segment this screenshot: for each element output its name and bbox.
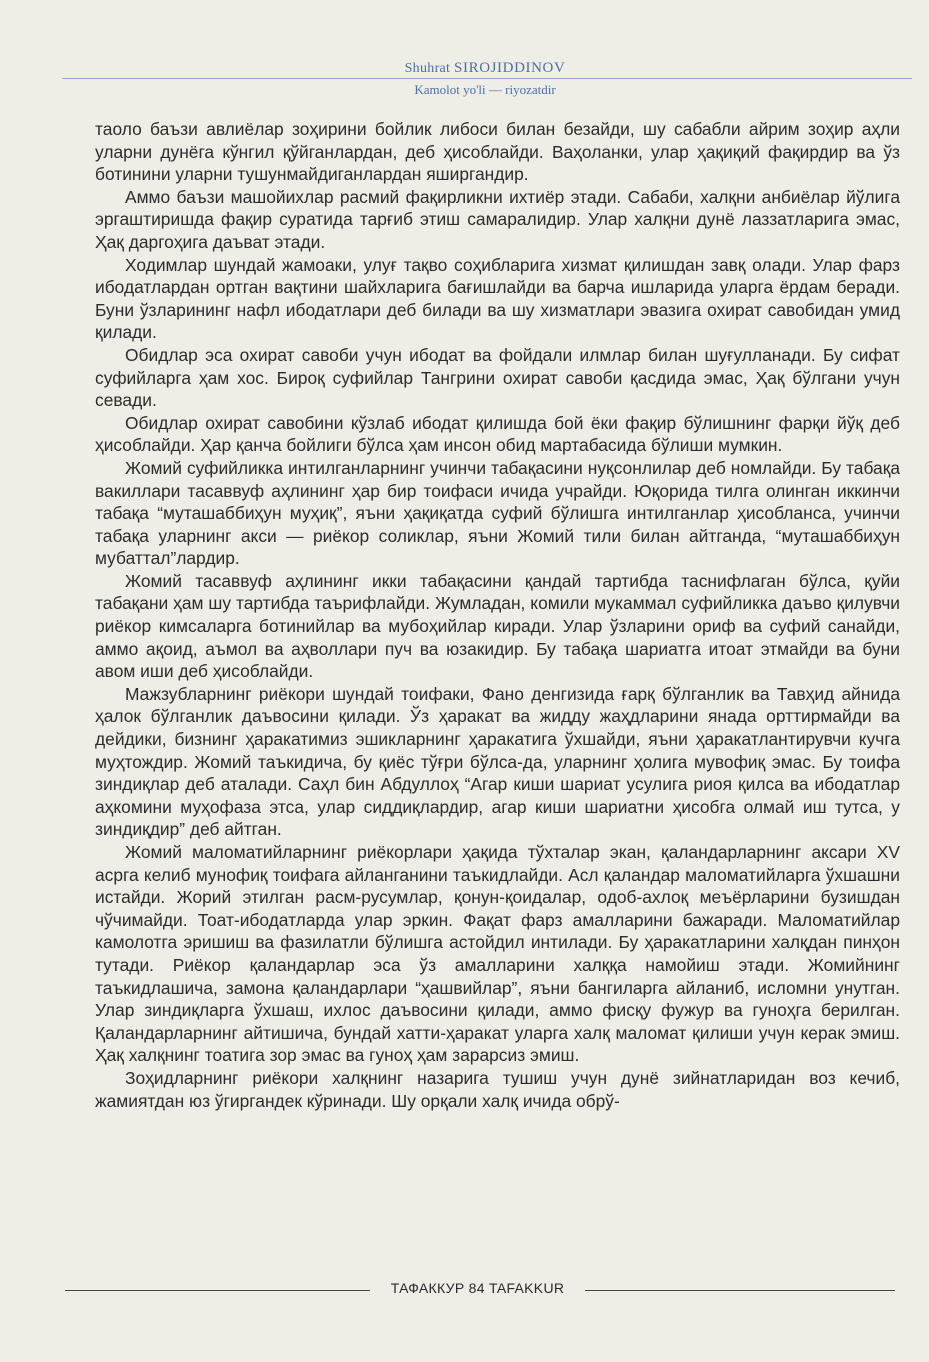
paragraph: Зоҳидларнинг риёкори халқнинг назарига тушиш учун дунё зийнатларидан воз кечиб, жамиятдан юз ўгиргандек кўринади. Шу орқали халқ ичида обрў- [95, 1067, 900, 1111]
paragraph: Обидлар эса охират савоби учун ибодат ва фойдали илмлар билан шуғулланади. Бу сифат суфийларга ҳам хос. Бироқ суфийлар Тангрини охират савоби қасдида эмас, Ҳақ бўлгани учун севади. [95, 344, 900, 411]
header-subtitle: Kamolot yo'li — riyozatdir [414, 82, 556, 97]
paragraph: Жомий тасаввуф аҳлининг икки табақасини қандай тартибда таснифлаган бўлса, қуйи табақани ҳам шу тартибда таърифлайди. Жумладан, комили мукаммал суфийликка даъво қилувчи риёкор кимсаларга ботинийлар ва мубоҳийлар киради. Улар ўзларини ориф ва суфий санайди, аммо ақоид, аъмол ва аҳволлари пуч ва юзакидир. Бу табақа шариатга итоат этмайди ва буни авом иши деб ҳисоблайди. [95, 570, 900, 682]
author-last-name: SIROJIDDINOV [454, 60, 566, 76]
paragraph: Обидлар охират савобини кўзлаб ибодат қилишда бой ёки фақир бўлишнинг фарқи йўқ деб ҳисоблайди. Ҳар қанча бойлиги бўлса ҳам инсон обид мартабасида бўлиши мумкин. [95, 412, 900, 456]
paragraph: Жомий маломатийларнинг риёкорлари ҳақида тўхталар экан, қаландарларнинг аксари XV асрга келиб мунофиқ тоифага айланганини таъкидлайди. Асл қаландар маломатийларга ўхшашни истайди. Жорий этилган расм-русумлар, қонун-қоидалар, одоб-ахлоқ меъёрларини бузишдан чўчимайди. Тоат-ибодатларда улар эркин. Фақат фарз амалларини бажаради. Маломатийлар камолотга эришиш ва фазилатли бўлишга астойдил интилади. Бу ҳаракатларини халқдан пинҳон тутади. Риёкор қаландарлар эса ўз амалларини халққа намойиш этади. Жомийнинг таъкидлашича, замона қаландарлари “ҳашвийлар”, яъни бангиларга айланиб, исломни унутган. Улар зиндиқларга ўхшаш, ихлос даъвосини қилади, аммо фисқу фужур ва гуноҳга берилган. Қаландарларнинг айтишича, бундай хатти-ҳаракат уларга халқ маломат қилиши учун керак эмиш. Ҳақ халқнинг тоатига зор эмас ва гуноҳ ҳам зарарсиз эмиш. [95, 842, 900, 1066]
paragraph: Мажзубларнинг риёкори шундай тоифаки, Фано денгизида ғарқ бўлганлик ва Тавҳид айнида ҳалок бўлганлик даъвосини қилади. Ўз ҳаракат ва жидду жаҳдларини янада орттирмайди ва дейдики, бизнинг ҳаракатимиз эшикларнинг ҳаракатига ўхшайди, яъни ҳаракатлантирувчи кучга муҳтождир. Жомий таъкидича, бу қиёс тўғри бўлса-да, уларнинг ҳолига мувофиқ эмас. Бу тоифа зиндиқлар деб аталади. Саҳл бин Абдуллоҳ “Агар киши шариат усулига риоя қилса ва ибодатлар аҳкомини муҳофаза этса, улар сиддиқлардир, агар киши шариатни ҳисобга олмай иш тутса, у зиндиқдир” деб айтган. [95, 683, 900, 840]
header-author [0, 60, 929, 77]
footer-label: ТАФАККУР 84 TAFAKKUR [390, 1280, 565, 1296]
header-rule [62, 78, 912, 79]
footer-rule-left [65, 1290, 370, 1291]
author-first-name: Shuhrat [404, 61, 451, 76]
page-footer [0, 1278, 929, 1302]
paragraph: Ходимлар шундай жамоаки, улуғ тақво соҳибларига хизмат қилишдан завқ олади. Улар фарз ибодатлардан ортган вақтини шайхларига бағишлайди ва барча ишларида уларга ёрдам беради. Буни ўзларининг нафл ибодатлари деб билади ва шу хизматлари эвазига охират савобидан умид қилади. [95, 254, 900, 343]
paragraph: Аммо баъзи машойихлар расмий фақирликни ихтиёр этади. Сабаби, халқни анбиёлар йўлига эргаштиришда фақир суратида тарғиб этиш самаралидир. Улар халқни дунё лаззатларига эмас, Ҳақ даргоҳига даъват этади. [95, 186, 900, 252]
paragraph: Жомий суфийликка интилганларнинг учинчи табақасини нуқсонлилар деб номлайди. Бу табақа вакиллари тасаввуф аҳлининг ҳар бир тоифаси ичида учрайди. Юқорида тилга олинган иккинчи табақа “муташаббиҳун муҳиқ”, яъни ҳақиқатда суфий бўлишга интилганлар ҳисобланса, учинчи табақа уларнинг акси — риёкор соликлар, яъни Жомий тили билан айтганда, “муташаббиҳун мубаттал”лардир. [95, 457, 900, 569]
body-text [95, 118, 900, 1112]
paragraph: таоло баъзи авлиёлар зоҳирини бойлик либоси билан безайди, шу сабабли айрим зоҳир аҳли уларни дунёга кўнгил қўйганлардан, деб ҳисоблайди. Ваҳоланки, улар ҳақиқий фақирдир ва ўз ботинини уларни тушунмайдиганлардан яширгандир. [95, 119, 900, 185]
footer-rule-right [585, 1290, 895, 1291]
running-header [0, 0, 929, 110]
